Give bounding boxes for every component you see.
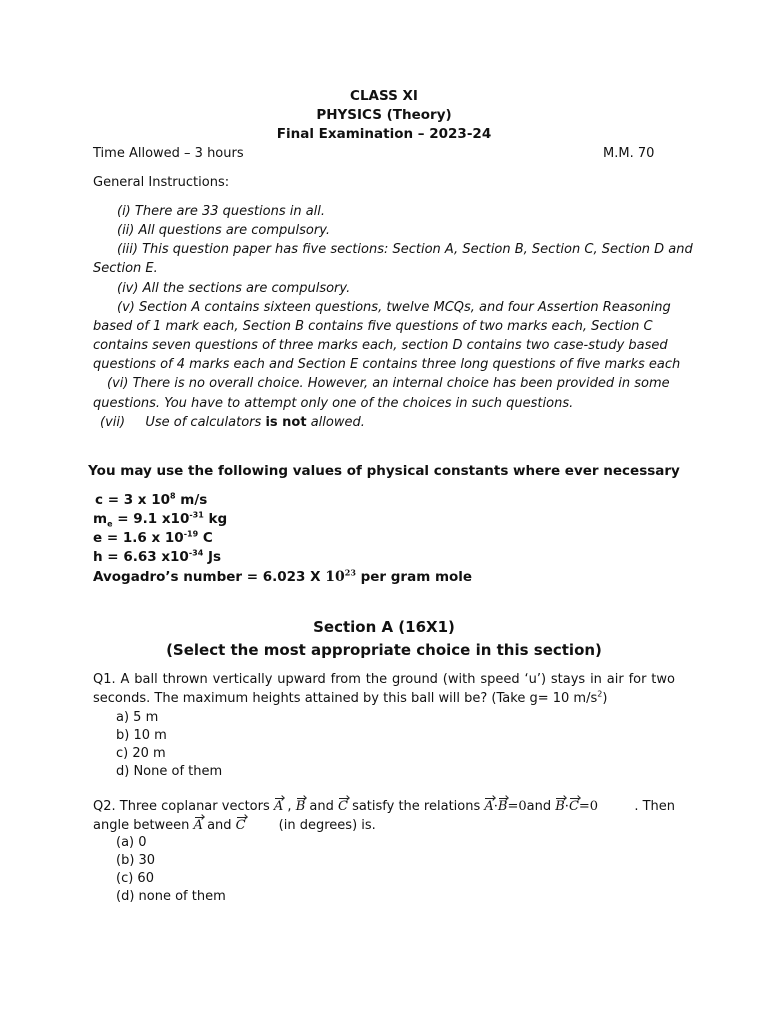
constant-h-exponent: -34 <box>188 548 204 558</box>
instruction-vii-emphasis: is not <box>265 415 307 430</box>
max-marks: M.M. 70 <box>603 146 655 161</box>
time-allowed: Time Allowed – 3 hours <box>93 146 244 161</box>
constant-me-subscript: e <box>107 519 113 529</box>
relation1-vector-a: A <box>484 799 494 814</box>
q1-line1: Q1. A ball thrown vertically upward from the ground (with speed ‘u’) stays in air for two <box>93 672 675 687</box>
constant-avogadro-exponent: 23 <box>344 567 356 578</box>
q2-and-relations: and <box>526 799 556 814</box>
q1-unit-exponent: 2 <box>597 689 603 699</box>
q2-line2-end: (in degrees) is. <box>245 818 376 833</box>
q1-line2-text: seconds. The maximum heights attained by this ball will be? (Take g= 10 m/s <box>93 691 598 706</box>
instruction-v-line1: (v) Section A contains sixteen questions, twelve MCQs, and four Assertion Reasoning <box>117 300 671 315</box>
q1-option-c[interactable]: c) 20 m <box>116 746 166 761</box>
relation2-vector-b: B <box>555 799 565 814</box>
q2-line2-and: and <box>202 818 236 833</box>
relation1-equals-zero: =0 <box>507 799 527 814</box>
instruction-vi-line1: (vi) There is no overall choice. However, an internal choice has been provided in some <box>107 376 670 391</box>
subject-title: PHYSICS (Theory) <box>316 107 452 123</box>
constant-h-value: h = 6.63 x10 <box>93 549 189 565</box>
section-a-subtitle: (Select the most appropriate choice in this section) <box>166 641 602 659</box>
instruction-ii: (ii) All questions are compulsory. <box>117 223 331 238</box>
vector-a: A <box>273 799 284 814</box>
constant-c-exponent: 8 <box>170 491 176 501</box>
constant-h <box>93 549 221 565</box>
q1-line2 <box>93 691 607 706</box>
class-title: CLASS XI <box>350 88 418 104</box>
constant-avogadro-base: 10 <box>325 569 345 585</box>
angle-vector-a: A <box>193 818 203 833</box>
instruction-v-line4: questions of 4 marks each and Section E contains three long questions of five marks each <box>93 357 681 372</box>
constant-e-exponent: -19 <box>183 529 199 539</box>
q2-option-d[interactable]: (d) none of them <box>116 889 226 904</box>
q2-and: and <box>305 799 338 814</box>
q2-line2-text: angle between <box>93 818 194 833</box>
relation1-vector-b: B <box>497 799 508 814</box>
relation2-equals-zero: =0 <box>578 799 599 814</box>
q2-line1-content <box>93 799 598 814</box>
instruction-iii-line1: (iii) This question paper has five sections: Section A, Section B, Section C, Section D and <box>117 242 693 257</box>
relation2-dot: · <box>564 799 569 814</box>
exam-title: Final Examination – 2023-24 <box>276 126 492 142</box>
instruction-vii <box>100 415 365 430</box>
constant-c-unit: m/s <box>175 492 208 508</box>
constant-e-unit: C <box>198 530 213 546</box>
constant-avogadro <box>93 569 472 585</box>
instruction-v-line3: contains seven questions of three marks each, section D contains two case-study based <box>93 338 668 353</box>
constant-me <box>93 511 227 527</box>
angle-vector-c: C <box>235 818 246 833</box>
constants-heading: You may use the following values of physical constants where ever necessary <box>88 463 680 479</box>
instruction-vi-line2: questions. You have to attempt only one of the choices in such questions. <box>93 396 574 411</box>
constant-h-unit: Js <box>203 549 222 565</box>
q2-option-b[interactable]: (b) 30 <box>116 853 156 868</box>
q2-comma: , <box>283 799 296 814</box>
q2-line2 <box>93 818 376 833</box>
q2-option-c[interactable]: (c) 60 <box>116 871 154 886</box>
constant-avogadro-unit: per gram mole <box>355 569 473 585</box>
constant-c <box>95 492 207 508</box>
instruction-v-line2: based of 1 mark each, Section B contains five questions of two marks each, Section C <box>93 319 653 334</box>
vector-b: B <box>295 799 306 814</box>
q2-text-mid: satisfy the relations <box>347 799 485 814</box>
instruction-vii-text: Use of calculators <box>145 415 262 430</box>
constant-me-symbol: m <box>93 511 108 527</box>
q1-option-d[interactable]: d) None of them <box>116 764 223 779</box>
section-a-title: Section A (16X1) <box>313 618 455 636</box>
relation2-vector-c: C <box>568 799 579 814</box>
instructions-heading: General Instructions: <box>93 175 230 190</box>
vector-c: C <box>337 799 348 814</box>
instruction-iv: (iv) All the sections are compulsory. <box>117 281 351 296</box>
instruction-i: (i) There are 33 questions in all. <box>117 204 326 219</box>
constant-e-value: e = 1.6 x 10 <box>93 530 184 546</box>
q2-line1 <box>93 799 675 814</box>
q2-option-a[interactable]: (a) 0 <box>116 835 147 850</box>
instruction-vii-number: (vii) <box>100 415 126 430</box>
q2-line1-end: . Then <box>634 799 675 814</box>
constant-me-unit: kg <box>203 511 228 527</box>
q1-line2-end: ) <box>602 691 608 706</box>
constant-avogadro-value: Avogadro’s number = 6.023 X <box>93 569 326 585</box>
instruction-iii-line2: Section E. <box>93 261 158 276</box>
constant-me-value: = 9.1 x10 <box>112 511 190 527</box>
q2-text-start: Q2. Three coplanar vectors <box>93 799 274 814</box>
instruction-vii-end: allowed. <box>310 415 365 430</box>
constant-me-exponent: -31 <box>189 510 204 520</box>
constant-e <box>93 530 213 546</box>
constant-c-value: c = 3 x 10 <box>95 492 171 508</box>
relation1-dot: · <box>493 799 498 814</box>
q1-option-a[interactable]: a) 5 m <box>116 710 159 725</box>
q1-option-b[interactable]: b) 10 m <box>116 728 167 743</box>
